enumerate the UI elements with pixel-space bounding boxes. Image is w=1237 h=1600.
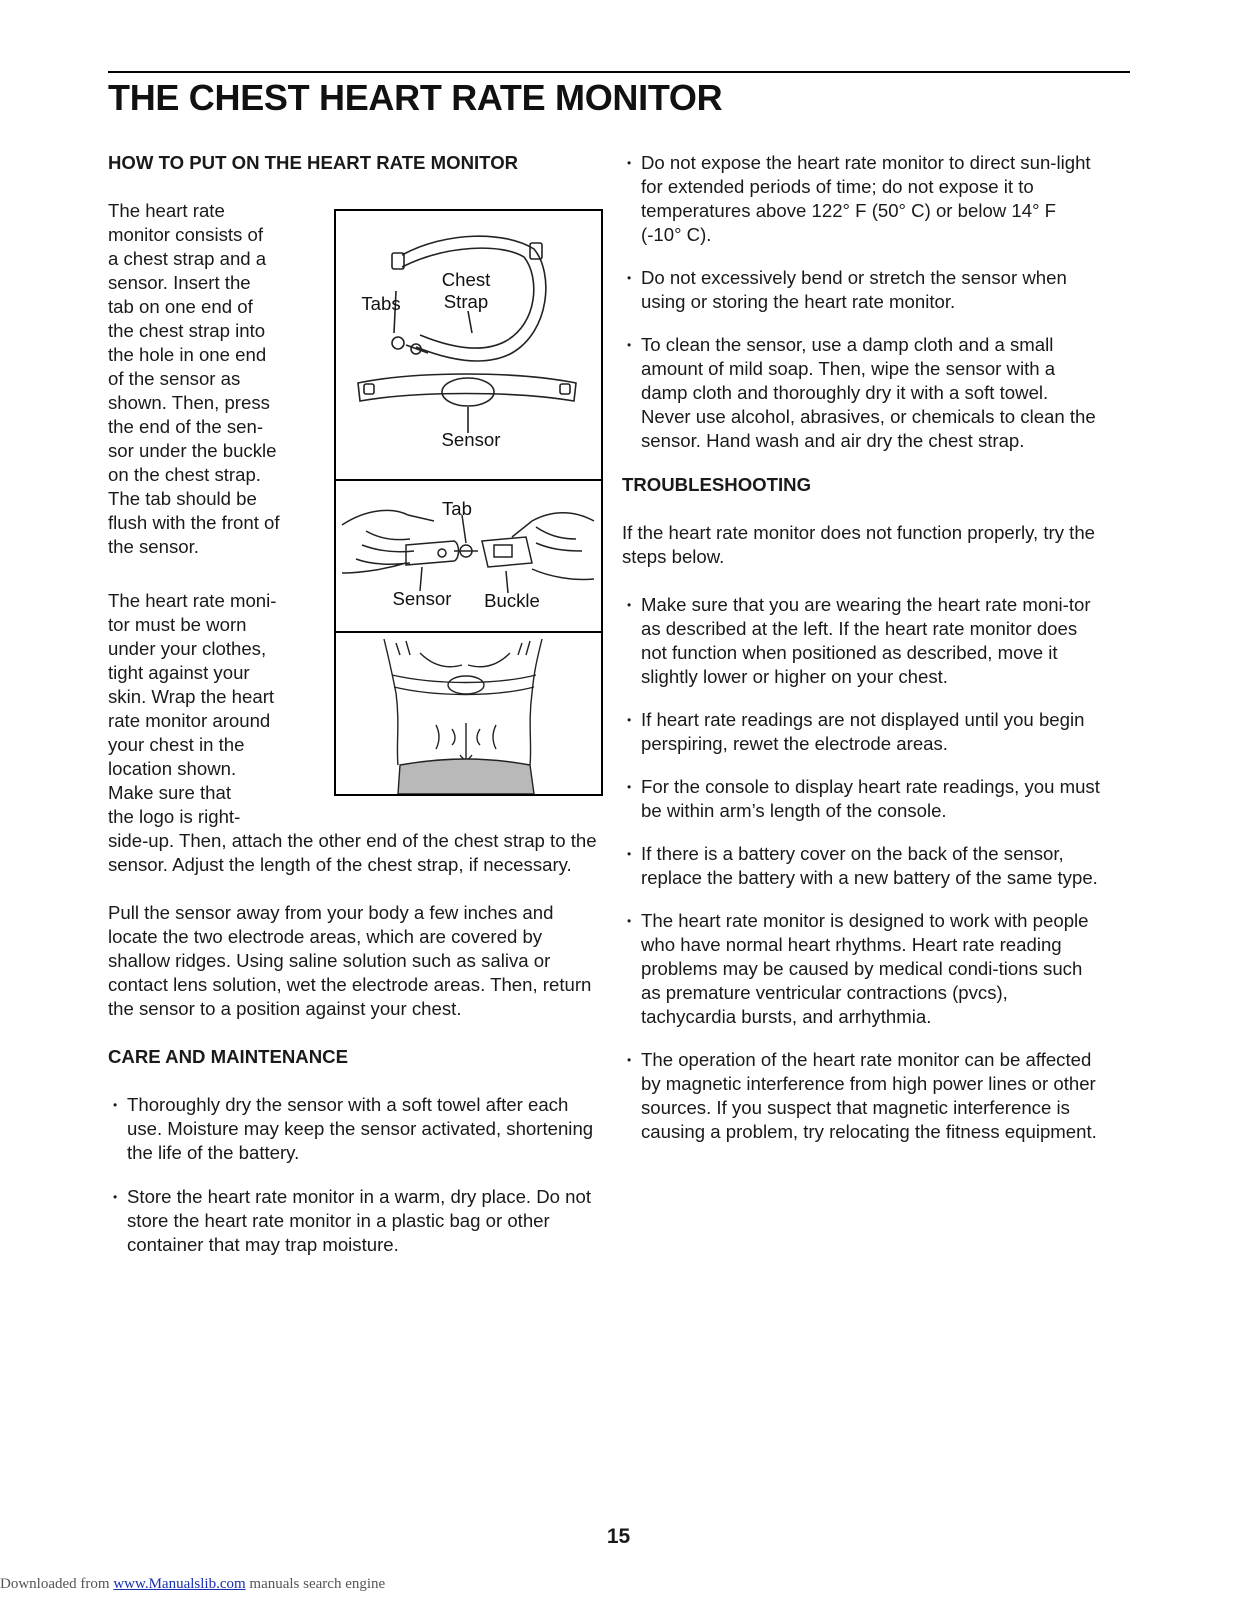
- text-line: tor must be worn: [108, 614, 247, 635]
- list-item: • Make sure that you are wearing the heart rate moni-tor as described at the left. If the heart rate monitor does not function when positioned as described, move it slightly lower or higher on your chest.: [622, 593, 1100, 689]
- text-line: of the sensor as: [108, 368, 241, 389]
- page-number: 15: [606, 1525, 631, 1548]
- footer-suffix: manuals search engine: [245, 1576, 386, 1592]
- text-line: monitor consists of: [108, 224, 264, 245]
- torso-illustration: [336, 633, 601, 794]
- footer-prefix: Downloaded from: [0, 1576, 114, 1592]
- list-item: • The heart rate monitor is designed to work with people who have normal heart rhythms. Heart rate reading problems may be caused by medical condi-tions such as premature ventricular contractions (pvcs), tachycardia bursts, and arrhythmia.: [622, 909, 1100, 1029]
- page-title: THE CHEST HEART RATE MONITOR: [108, 77, 723, 118]
- text-line: shown. Then, press: [108, 392, 270, 413]
- list-item: • For the console to display heart rate readings, you must be within arm’s length of the console.: [622, 775, 1100, 823]
- text-line: rate monitor around: [108, 710, 271, 731]
- text-line: the logo is right-: [108, 806, 241, 827]
- list-item: • To clean the sensor, use a damp cloth and a small amount of mild soap. Then, wipe the sensor with a damp cloth and thoroughly dry it with a soft towel. Never use alcohol, abrasives, or chemicals to clean the sensor. Hand wash and air dry the chest strap.: [622, 333, 1100, 453]
- text-line: the sensor.: [108, 536, 199, 557]
- label-tabs: Tabs: [361, 293, 401, 314]
- label-buckle: Buckle: [484, 590, 540, 611]
- label-sensor-mid: Sensor: [392, 588, 452, 609]
- figure-panel-torso: [336, 633, 601, 794]
- label-chest-strap-line2: Strap: [443, 291, 489, 312]
- wrap-text-2: [108, 589, 276, 829]
- wrap-text-1: [108, 199, 280, 559]
- troubleshooting-intro: If the heart rate monitor does not function properly, try the steps below.: [622, 522, 1096, 567]
- paragraph-continuation: side-up. Then, attach the other end of the chest strap to the sensor. Adjust the length of the chest strap, if necessary.: [108, 830, 597, 875]
- list-item: • Thoroughly dry the sensor with a soft towel after each use. Moisture may keep the sensor activated, shortening the life of the battery.: [108, 1093, 600, 1165]
- figure-panel-strap: [336, 211, 601, 481]
- left-column-body: [108, 829, 600, 1257]
- list-item: • The operation of the heart rate monitor can be affected by magnetic interference from high power lines or other sources. If you suspect that magnetic interference is causing a problem, try relocating the fitness equipment.: [622, 1048, 1100, 1144]
- manualslib-link[interactable]: www.Manualslib.com: [113, 1576, 246, 1592]
- text-line: skin. Wrap the heart: [108, 686, 275, 707]
- text-line: The heart rate: [108, 200, 225, 221]
- title-rule: [108, 71, 1130, 73]
- list-item: • If heart rate readings are not displayed until you begin perspiring, rewet the electrode areas.: [622, 708, 1100, 756]
- text-line: The heart rate moni-: [108, 590, 277, 611]
- text-line: the end of the sen-: [108, 416, 264, 437]
- figure-box: [334, 209, 603, 796]
- text-line: the hole in one end: [108, 344, 267, 365]
- text-line: The tab should be: [108, 488, 257, 509]
- right-column-body: [622, 151, 1100, 1144]
- text-line: sensor. Insert the: [108, 272, 251, 293]
- label-sensor-top: Sensor: [441, 429, 501, 450]
- list-item: • Do not expose the heart rate monitor to direct sun-light for extended periods of time; do not expose it to temperatures above 122° F (50° C) or below 14° F (-10° C).: [622, 151, 1100, 247]
- label-tab: Tab: [442, 498, 472, 519]
- heading-put-on: HOW TO PUT ON THE HEART RATE MONITOR: [108, 152, 519, 173]
- heading-care: CARE AND MAINTENANCE: [108, 1046, 348, 1067]
- download-footer: [0, 1576, 385, 1593]
- text-line: under your clothes,: [108, 638, 267, 659]
- text-line: on the chest strap.: [108, 464, 261, 485]
- figure-panel-attach: [336, 481, 601, 633]
- list-item: • Store the heart rate monitor in a warm, dry place. Do not store the heart rate monitor in a plastic bag or other container that may trap moisture.: [108, 1185, 600, 1257]
- paragraph-electrode: Pull the sensor away from your body a few inches and locate the two electrode areas, which are covered by shallow ridges. Using saline solution such as saliva or contact lens solution, wet the electrode areas. Then, return the sensor to a position against your chest.: [108, 902, 592, 1019]
- text-line: location shown.: [108, 758, 237, 779]
- text-line: a chest strap and a: [108, 248, 267, 269]
- list-item: • If there is a battery cover on the back of the sensor, replace the battery with a new battery of the same type.: [622, 842, 1100, 890]
- label-chest-strap-line1: Chest: [441, 269, 491, 290]
- text-line: Make sure that: [108, 782, 231, 803]
- list-item: • Do not excessively bend or stretch the sensor when using or storing the heart rate monitor.: [622, 266, 1100, 314]
- text-line: sor under the buckle: [108, 440, 277, 461]
- text-line: tight against your: [108, 662, 250, 683]
- heading-troubleshooting: TROUBLESHOOTING: [622, 474, 812, 495]
- text-line: the chest strap into: [108, 320, 266, 341]
- text-line: flush with the front of: [108, 512, 280, 533]
- text-line: your chest in the: [108, 734, 245, 755]
- text-line: tab on one end of: [108, 296, 253, 317]
